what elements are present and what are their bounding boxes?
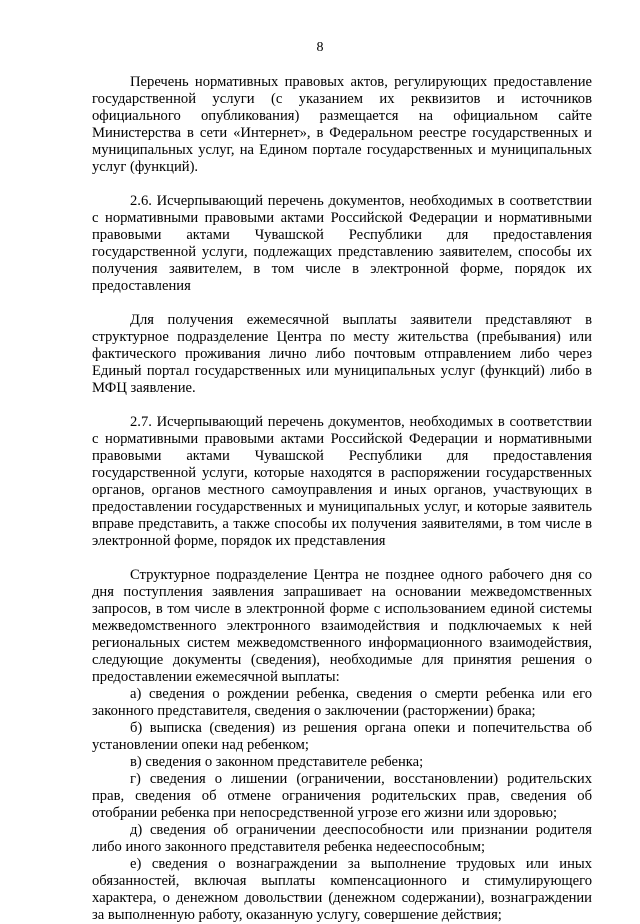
list-item: е) сведения о вознаграждении за выполнение трудовых или иных обязанностей, включая выплаты компенсационного и стимулирующего характера, о денежном довольствии (денежном содержании), вознаграждении за выполненную работу, оказанную услугу, совершение действия; [92,856,592,923]
paragraph-interagency-requests: Структурное подразделение Центра не позднее одного рабочего дня со дня поступления заявления запрашивает на основании межведомственных запросов, в том числе в электронной форме с использованием единой системы межведомственного электронного взаимодействия и подключаемых к ней региональных систем межведомственного информационного взаимодействия, следующие документы (сведения), необходимые для принятия решения о предоставлении ежемесячной выплаты: [92,567,592,685]
document-body [92,74,592,924]
list-item: а) сведения о рождении ребенка, сведения о смерти ребенка или его законного представителя, сведения о заключении (расторжении) брака; [92,686,592,719]
list-item: г) сведения о лишении (ограничении, восстановлении) родительских прав, сведения об отмене ограничения родительских прав, сведения об отобрании ребенка при непосредственной угрозе его жизни или здоровью; [92,771,592,821]
page-number: 8 [316,40,324,55]
section-2-7-heading: 2.7. Исчерпывающий перечень документов, необходимых в соответствии с нормативными правовыми актами Российской Федерации и нормативными правовыми актами Чувашской Республики для предоставления государственной услуги, которые находятся в распоряжении государственных органов, органов местного самоуправления и иных органов, участвующих в предоставлении государственных и муниципальных услуг, и которые заявитель вправе представить, а также способы их получения заявителями, в том числе в электронной форме, порядок их представления [92,414,592,549]
paragraph-legal-acts: Перечень нормативных правовых актов, регулирующих предоставление государственной услуги (с указанием их реквизитов и источников официального опубликования) размещается на официальном сайте Министерства в сети «Интернет», в Федеральном реестре государственных и муниципальных услуг, на Едином портале государственных и муниципальных услуг (функций). [92,74,592,175]
paragraph-application-submission: Для получения ежемесячной выплаты заявители представляют в структурное подразделение Центра по месту жительства (пребывания) или фактического проживания лично либо почтовым отправлением либо через Единый портал государственных или муниципальных услуг (функций) либо в МФЦ заявление. [92,312,592,396]
list-item: в) сведения о законном представителе ребенка; [130,754,424,770]
list-item: д) сведения об ограничении дееспособности или признании родителя либо иного законного представителя ребенка недееспособным; [92,822,592,855]
list-item: б) выписка (сведения) из решения органа опеки и попечительства об установлении опеки над ребенком; [92,720,592,753]
section-2-6-heading: 2.6. Исчерпывающий перечень документов, необходимых в соответствии с нормативными правовыми актами Российской Федерации и нормативными правовыми актами Чувашской Республики для предоставления государственной услуги, подлежащих представлению заявителем, способы их получения заявителем, в том числе в электронной форме, порядок их предоставления [92,193,592,294]
